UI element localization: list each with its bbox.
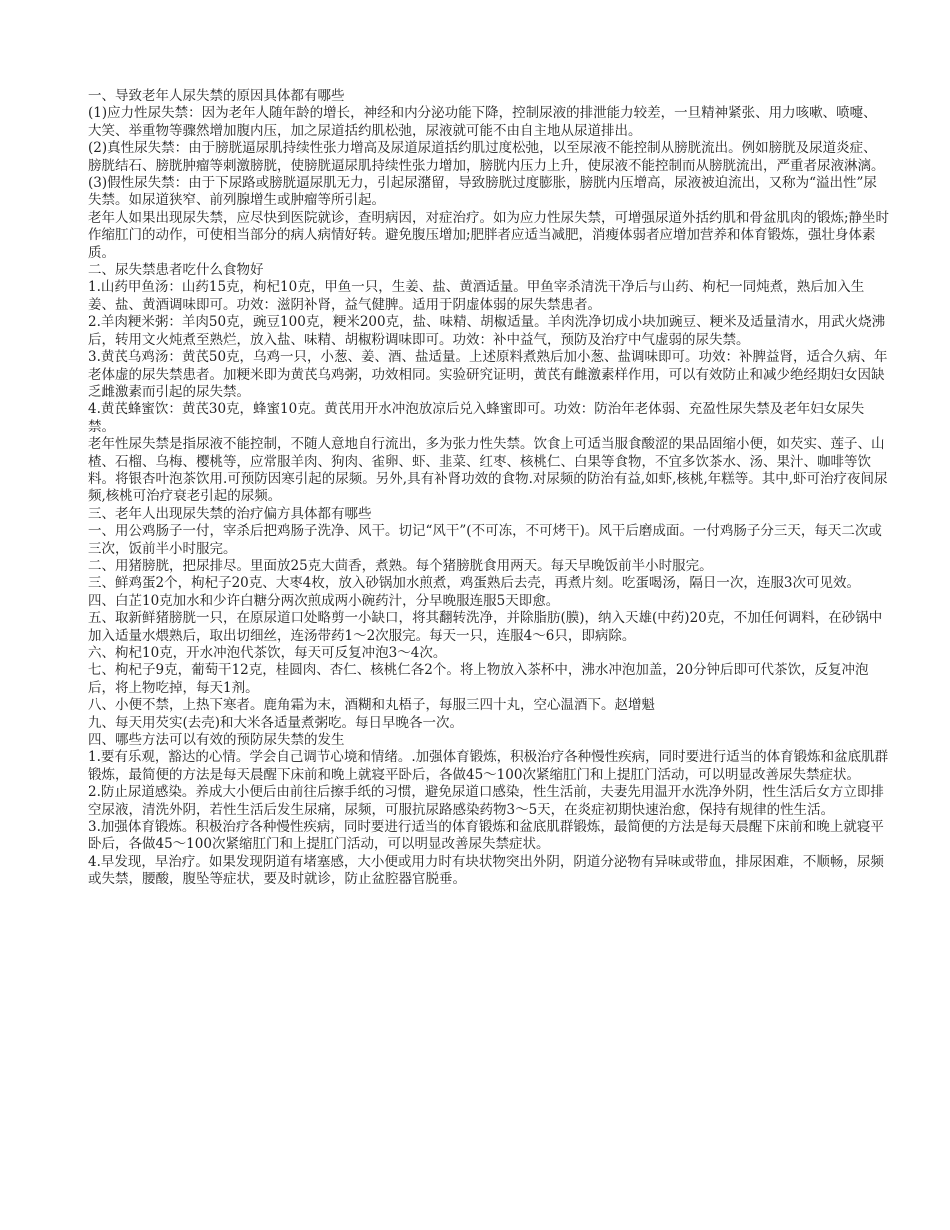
paragraph: 三、鲜鸡蛋2个，枸杞子20克、大枣4枚，放入砂锅加水煎煮，鸡蛋熟后去壳，再煮片刻。吃蛋喝汤，隔日一次，连服3次可见效。 — [88, 575, 860, 592]
paragraph: 一、用公鸡肠子一付，宰杀后把鸡肠子洗净、风干。切记“风干”(不可冻，不可烤干)。风干后磨成面。一付鸡肠子分三天，每天二次或三次，饭前半小时服完。 — [88, 523, 882, 557]
paragraph: (2)真性尿失禁：由于膀胱逼尿肌持续性张力增高及尿道尿道括约肌过度松弛，以至尿液不能控制从膀胱流出。例如膀胱及尿道炎症、膀胱结石、膀胱肿瘤等刺激膀胱，使膀胱逼尿肌持续性张力增加，膀胱内压力上升，使尿液不能控制而从膀胱流出，严重者尿液淋漓。 — [88, 140, 885, 174]
paragraph: 3.黄芪乌鸡汤：黄芪50克，乌鸡一只，小葱、姜、酒、盐适量。上述原料煮熟后加小葱、盐调味即可。功效：补脾益肾，适合久病、年老体虚的尿失禁患者。加粳米即为黄芪乌鸡粥，功效相同。实验研究证明，黄芪有雌激素样作用，可以有效防止和减少绝经期妇女因缺乏雌激素而引起的尿失禁。 — [88, 349, 888, 400]
paragraph: (3)假性尿失禁：由于下尿路或膀胱逼尿肌无力，引起尿潴留，导致膀胱过度膨胀，膀胱内压增高，尿液被迫流出，又称为“溢出性”尿失禁。如尿道狭窄、前列腺增生或肿瘤等所引起。 — [88, 175, 877, 209]
paragraph: 八、小便不禁，上热下寒者。鹿角霜为末，酒糊和丸梧子，每服三四十丸，空心温酒下。赵增魁 — [88, 697, 655, 714]
paragraph: 2.防止尿道感染。养成大小便后由前往后擦手纸的习惯，避免尿道口感染，性生活前，夫妻先用温开水洗净外阴，性生活后女方立即排空尿液，清洗外阴，若性生活后发生尿痛，尿频，可服抗尿路感染药物3～5天，在炎症初期快速治愈，保持有规律的性生活。 — [88, 784, 884, 818]
paragraph: 五、取新鲜猪膀胱一只，在原尿道口处略剪一小缺口，将其翻转洗净，并除脂肪(膜)，纳入天雄(中药)20克，不加任何调料，在砂锅中加入适量水煨熟后，取出切细丝，连汤带药1～2次服完。每天一只，连服4～6只，即病除。 — [88, 610, 883, 644]
paragraph: (1)应力性尿失禁：因为老年人随年龄的增长，神经和内分泌功能下降，控制尿液的排泄能力较差，一旦精神紧张、用力咳嗽、喷嚏、大笑、举重物等骤然增加腹内压，加之尿道括约肌松弛，尿液就可能不由自主地从尿道排出。 — [88, 105, 877, 139]
paragraph: 1.山药甲鱼汤：山药15克，枸杞10克，甲鱼一只，生姜、盐、黄酒适量。甲鱼宰杀清洗干净后与山药、枸杞一同炖煮，熟后加入生姜、盐、黄酒调味即可。功效：滋阴补肾，益气健脾。适用于阴虚体弱的尿失禁患者。 — [88, 279, 865, 313]
section-heading-4: 四、哪些方法可以有效的预防尿失禁的发生 — [88, 732, 345, 749]
paragraph: 老年性尿失禁是指尿液不能控制，不随人意地自行流出，多为张力性失禁。饮食上可适当服食酸涩的果品固缩小便，如芡实、莲子、山楂、石榴、乌梅、樱桃等，应常服羊肉、狗肉、雀卵、虾、韭菜、红枣、核桃仁、白果等食物，不宜多饮茶水、汤、果汁、咖啡等饮料。将银杏叶泡茶饮用.可预防因寒引起的尿频。另外,具有补肾功效的食物.对尿频的防治有益,如虾,核桃,年糕等。其中,虾可治疗夜间尿频,核桃可治疗衰老引起的尿频。 — [88, 436, 888, 505]
paragraph: 1.要有乐观，豁达的心情。学会自己调节心境和情绪。.加强体育锻炼，积极治疗各种慢性疾病，同时要进行适当的体育锻炼和盆底肌群锻炼，最简便的方法是每天晨醒下床前和晚上就寝平卧后，各做45～100次紧缩肛门和上提肛门活动，可以明显改善尿失禁症状。 — [88, 749, 889, 783]
paragraph: 4.黄芪蜂蜜饮：黄芪30克，蜂蜜10克。黄芪用开水冲泡放凉后兑入蜂蜜即可。功效：防治年老体弱、充盈性尿失禁及老年妇女尿失禁。 — [88, 401, 865, 435]
section-heading-3: 三、老年人出现尿失禁的治疗偏方具体都有哪些 — [88, 505, 372, 522]
paragraph: 六、枸杞10克，开水冲泡代茶饮，每天可反复冲泡3～4次。 — [88, 645, 447, 661]
section-heading-1: 一、导致老年人尿失禁的原因具体都有哪些 — [88, 88, 345, 104]
paragraph: 2.羊肉粳米粥：羊肉50克，豌豆100克，粳米200克，盐、味精、胡椒适量。羊肉洗净切成小块加豌豆、粳米及适量清水，用武火烧沸后，转用文火炖煮至熟烂，放入盐、味精、胡椒粉调味即可。功效：补中益气，预防及治疗中气虚弱的尿失禁。 — [88, 314, 886, 348]
paragraph: 3.加强体育锻炼。积极治疗各种慢性疾病，同时要进行适当的体育锻炼和盆底肌群锻炼，最简便的方法是每天晨醒下床前和晚上就寝平卧后，各做45～100次紧缩肛门和上提肛门活动，可以明显改善尿失禁症状。 — [88, 819, 884, 853]
paragraph: 七、枸杞子9克，葡萄干12克，桂圆肉、杏仁、核桃仁各2个。将上物放入茶杯中，沸水冲泡加盖，20分钟后即可代茶饮，反复冲泡后，将上物吃掉，每天1剂。 — [88, 662, 869, 696]
section-heading-2: 二、尿失禁患者吃什么食物好 — [88, 262, 264, 279]
paragraph: 二、用猪膀胱，把尿排尽。里面放25克大茴香，煮熟。每个猪膀胱食用两天。每天早晚饭前半小时服完。 — [88, 557, 713, 574]
paragraph: 九、每天用芡实(去壳)和大米各适量煮粥吃。每日早晚各一次。 — [88, 714, 464, 731]
paragraph: 4.早发现，早治疗。如果发现阴道有堵塞感，大小便或用力时有块状物突出外阴，阴道分泌物有异味或带血，排尿困难，不顺畅，尿频或失禁，腰酸，腹坠等症状，要及时就诊，防止盆腔器官脱垂。 — [88, 853, 884, 888]
paragraph: 四、白芷10克加水和少许白糖分两次煎成两小碗药汁，分早晚服连服5天即愈。 — [88, 592, 560, 609]
paragraph: 老年人如果出现尿失禁，应尽快到医院就诊，查明病因，对症治疗。如为应力性尿失禁，可增强尿道外括约肌和骨盆肌肉的锻炼;静坐时作缩肛门的动作，可使相当部分的病人病情好转。避免腹压增加;肥胖者应适当减肥，消瘦体弱者应增加营养和体育锻炼，强壮身体素质。 — [88, 209, 890, 261]
